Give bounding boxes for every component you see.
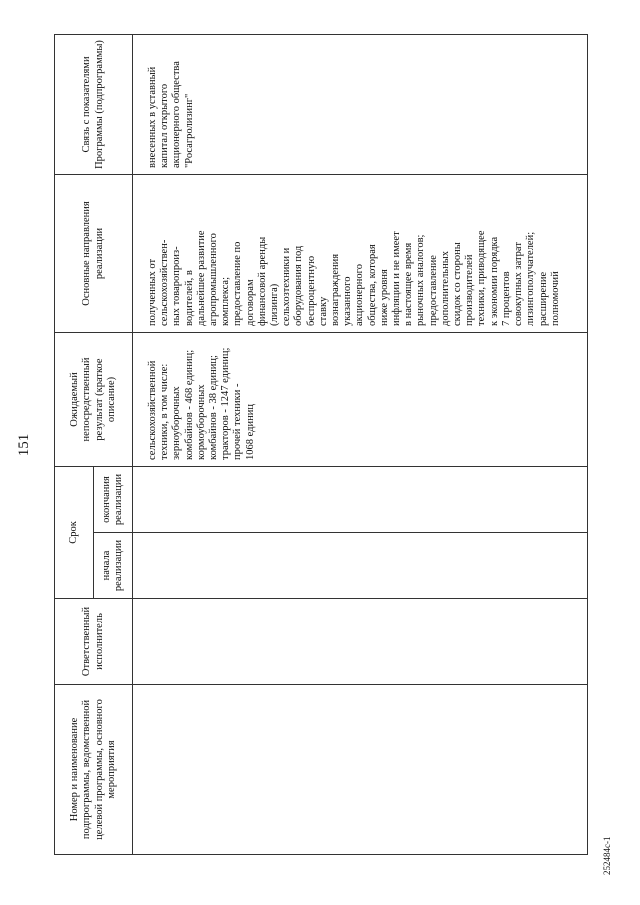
cell-directions: полученных от сельскохозяйствен- ных товаропроиз- водителей, в дальнейшее развитие агропромышленного комплекса; предоставление по договорам финансовой аренды (лизинга) сельхозтехники и оборудования под беспроцентную ставку вознаграждения указанного акционерного общества, которая ниже уровня инфляции и не имеет в настоящее время рыночных аналогов; предоставление дополнительных скидок со стороны производителей техники, приводящее к экономии порядка 7 процентов совокупных затрат лизингополучателей; расширение полномочий xyxy=(133,174,588,332)
header-term-end: окончания реализации xyxy=(94,466,133,532)
header-executor: Ответственный исполнитель xyxy=(55,599,133,685)
cell-program xyxy=(133,685,588,855)
program-table xyxy=(54,34,588,855)
cell-result: сельскохозяйственной техники, в том числе: зерноуборочных комбайнов - 468 единиц; кормоуборочных комбайнов - 38 единиц; тракторов - 1247 единиц; прочей техники - 1068 единиц xyxy=(133,332,588,466)
cell-executor xyxy=(133,599,588,685)
cell-term-end xyxy=(133,466,588,532)
table-row xyxy=(133,34,588,854)
header-result: Ожидаемый непосредственный результат (краткое описание) xyxy=(55,332,133,466)
header-program: Номер и наименование подпрограммы, ведомственной целевой программы, основного мероприятия xyxy=(55,685,133,855)
header-link: Связь с показателями Программы (подпрограммы) xyxy=(55,34,133,174)
header-term: Срок xyxy=(55,466,94,598)
page-number: 151 xyxy=(16,433,32,457)
rotated-page xyxy=(10,15,622,875)
cell-link: внесенных в уставный капитал открытого акционерного общества "Росагролизинг" xyxy=(133,34,588,174)
header-directions: Основные направления реализации xyxy=(55,174,133,332)
document-id: 252484с-1 xyxy=(602,836,612,875)
cell-term-start xyxy=(133,533,588,599)
header-term-start: начала реализации xyxy=(94,533,133,599)
